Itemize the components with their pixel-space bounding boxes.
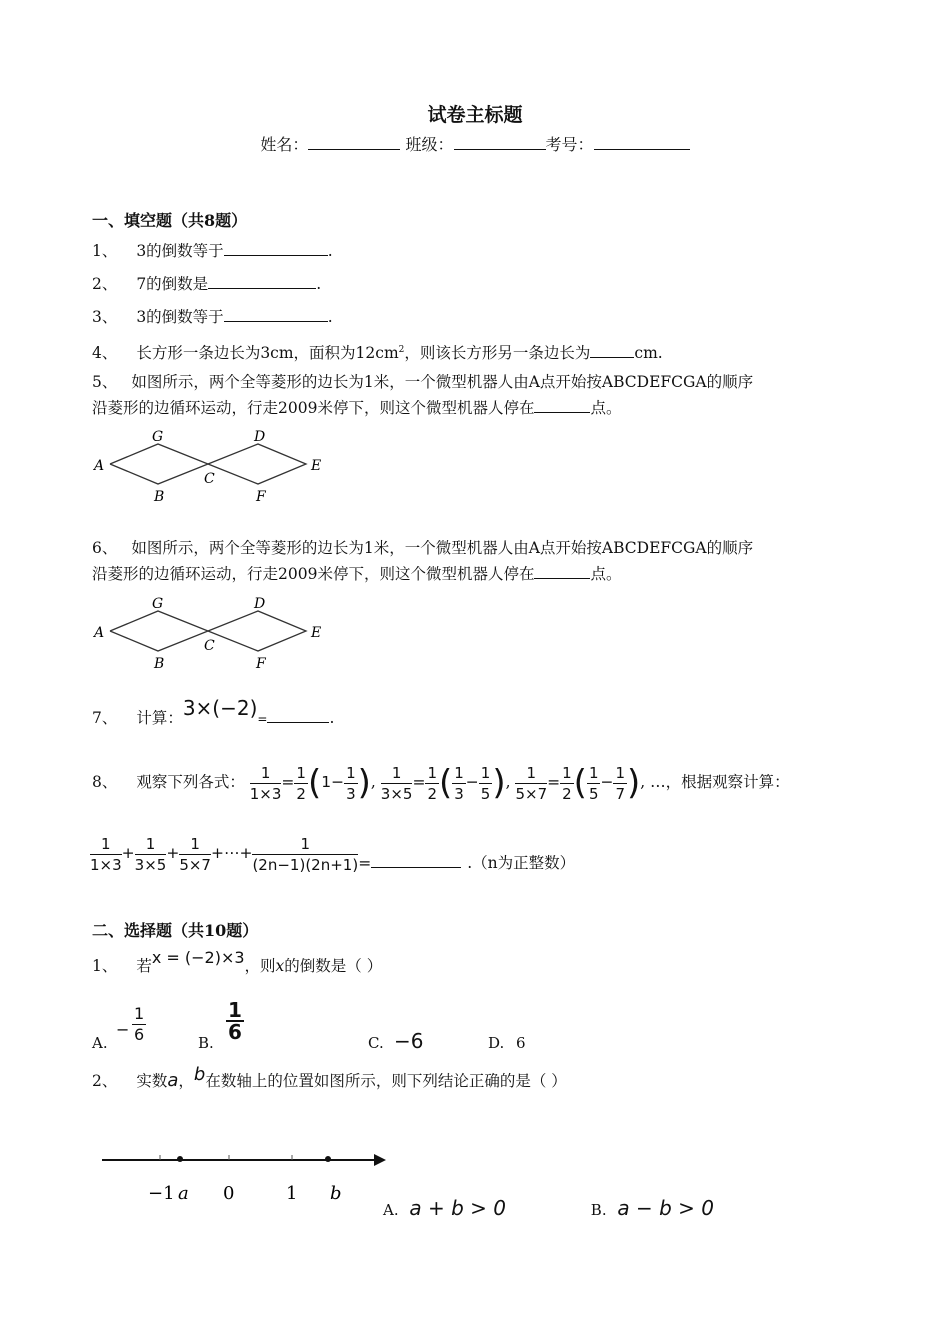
option-c-value: −6 [394, 1029, 424, 1053]
variable-a: a [167, 1070, 179, 1091]
s1-q6 [92, 535, 753, 587]
question-text: 3的倒数等于 [136, 242, 224, 260]
label-C: C [204, 638, 215, 654]
question-text-after: ，根据观察计算： [665, 773, 790, 791]
answer-blank[interactable] [534, 398, 590, 413]
question-end: . [316, 275, 322, 293]
label-a: a [178, 1183, 189, 1204]
answer-blank[interactable] [534, 564, 590, 579]
sum-dots: +⋯+ [210, 844, 253, 862]
answer-blank[interactable] [224, 307, 328, 322]
frac-num: 1 [179, 834, 211, 855]
option-a-expr: a + b > 0 [409, 1196, 507, 1220]
option-d-label[interactable]: D. [488, 1034, 505, 1052]
math-expression: 3×(−2) [182, 696, 258, 720]
question-number: 3、 [92, 308, 118, 326]
frac-den: 5 [588, 784, 599, 803]
question-number: 4、 [92, 344, 118, 363]
observation-eq-3: $\frac{1}{5\times 7}$ = $\frac{1}{2}$ ( $\frac{1}{5}$ − $\frac{1}{7}$ ), [515, 763, 651, 803]
label-b: b [330, 1183, 342, 1204]
variable: x [275, 957, 285, 975]
frac-den: 1×3 [90, 855, 122, 874]
frac-num: 1 [296, 763, 306, 782]
frac-den: 7 [615, 784, 626, 803]
id-label: 考号： [545, 135, 594, 154]
answer-blank[interactable] [208, 274, 316, 289]
question-line2: 沿菱形的边循环运动，行走2009米停下，则这个微型机器人停在 [92, 399, 535, 417]
label-C: C [204, 471, 215, 487]
question-text: 3的倒数等于 [136, 308, 224, 326]
option-a-label[interactable]: A. [383, 1201, 399, 1219]
frac-num: 1 [252, 834, 358, 855]
frac-num: 1 [427, 763, 437, 782]
note: .（n为正整数） [467, 854, 576, 872]
label-one: 1 [286, 1183, 298, 1204]
question-number: 8、 [92, 773, 118, 791]
label-G: G [152, 596, 164, 612]
frac-num: 1 [515, 763, 547, 784]
term: 1 [321, 773, 332, 791]
frac-den: 2 [562, 784, 572, 803]
question-text: 长方形一条边长为3cm，面积为12cm [136, 344, 399, 363]
option-d-value: 6 [516, 1034, 526, 1052]
frac-den: 6 [134, 1025, 145, 1044]
question-text: 实数 [136, 1072, 168, 1090]
question-number: 2、 [92, 1072, 118, 1090]
question-number: 2、 [92, 275, 118, 293]
s1-q8-sum: $\frac{1}{1\times 3}$ + $\frac{1}{3\times 5}$ + $\frac{1}{5\times 7}$ +⋯+ $\frac{1}{(2n-1)(2n+1)}$ = .（n为正整数） [90, 834, 576, 874]
label-G: G [152, 429, 164, 445]
superscript: 2 [398, 345, 405, 355]
question-number: 1、 [92, 242, 118, 260]
math-expression: x = (−2)×3 [151, 948, 245, 967]
option-b-label[interactable]: B. [198, 1034, 214, 1052]
frac-num: 1 [615, 763, 626, 782]
frac-den: 5 [480, 784, 491, 803]
frac-num: 1 [228, 998, 242, 1022]
question-text: 计算： [136, 709, 183, 727]
s1-q1 [92, 238, 333, 264]
section1-header: 一、填空题（共8题） [92, 211, 248, 230]
label-B: B [154, 656, 165, 672]
option-b-expr: a − b > 0 [617, 1196, 714, 1220]
frac-den: (2n−1)(2n+1) [252, 855, 359, 874]
question-text-2: ，则该长方形另一条边长为 [404, 344, 591, 363]
frac-den: 2 [427, 784, 437, 803]
label-minus-one: −1 [148, 1183, 175, 1204]
question-number: 7、 [92, 709, 118, 727]
question-number: 1、 [92, 957, 118, 975]
question-line2: 沿菱形的边循环运动，行走2009米停下，则这个微型机器人停在 [92, 565, 535, 583]
s1-q2 [92, 271, 321, 297]
frac-den: 6 [228, 1020, 242, 1044]
option-b-label[interactable]: B. [590, 1201, 607, 1219]
frac-den: 2 [296, 784, 306, 803]
option-c-label[interactable]: C. [368, 1034, 384, 1052]
question-number: 6、 [92, 539, 118, 557]
frac-den: 3 [454, 784, 464, 803]
label-D: D [254, 596, 266, 612]
answer-blank[interactable] [371, 853, 461, 868]
question-end: . [327, 242, 333, 260]
question-end: . [329, 709, 335, 727]
label-F: F [256, 656, 266, 672]
frac-den: 3×5 [134, 855, 167, 874]
exam-title: 试卷主标题 [427, 104, 523, 126]
s1-q5 [92, 369, 753, 421]
ellipsis: … [650, 773, 666, 791]
s2-q2 [92, 1064, 567, 1094]
frac-num: 1 [250, 763, 282, 784]
rhombus-diagram-2 [90, 595, 340, 675]
question-text: 7的倒数是 [136, 275, 209, 293]
variable-b: b [193, 1064, 206, 1085]
rhombus-left [110, 611, 208, 651]
question-text: 在数轴上的位置如图所示，则下列结论正确的是（ ） [205, 1072, 567, 1090]
label-F: F [256, 489, 266, 505]
question-text: 观察下列各式： [136, 773, 245, 791]
frac-num: 1 [90, 834, 122, 855]
observation-eq-2: $\frac{1}{3\times 5}$ = $\frac{1}{2}$ ( $\frac{1}{3}$ − $\frac{1}{5}$ ), [380, 763, 516, 803]
question-text: 的倒数是（ ） [284, 957, 383, 975]
question-end: 点。 [590, 565, 622, 583]
label-A: A [94, 458, 105, 474]
point-a [177, 1156, 183, 1162]
question-text: ，则 [244, 957, 276, 975]
point-b [325, 1156, 331, 1162]
number-line [96, 1145, 396, 1215]
section2-header: 二、选择题（共10题） [92, 921, 259, 940]
observation-eq-1: $\frac{1}{1\times 3}$ = $\frac{1}{2}$ (1− $\frac{1}{3}$ ), [249, 763, 381, 803]
s1-q8 [92, 758, 790, 807]
frac-num: 1 [562, 763, 572, 782]
label-B: B [154, 489, 165, 505]
question-end: . [327, 308, 333, 326]
id-blank[interactable] [594, 135, 690, 150]
s2-q1 [92, 948, 383, 979]
label-E: E [311, 458, 322, 474]
rhombus-left [110, 444, 208, 484]
frac-num: 1 [134, 1004, 145, 1023]
name-label: 姓名： [260, 135, 309, 154]
question-end: cm. [634, 344, 663, 363]
answer-blank[interactable] [224, 241, 328, 256]
label-E: E [311, 625, 322, 641]
question-number: 5、 [92, 373, 118, 391]
frac-den: 5×7 [179, 855, 211, 874]
rhombus-right [208, 611, 306, 651]
s1-q7 [92, 696, 335, 732]
frac-den: 3×5 [380, 784, 413, 803]
class-blank[interactable] [454, 135, 546, 150]
frac-den: 1×3 [249, 784, 282, 803]
axis-arrow [374, 1154, 386, 1166]
option-a-label[interactable]: A. [92, 1034, 108, 1052]
frac-den: 3 [346, 784, 356, 803]
question-text: 若 [136, 957, 152, 975]
answer-blank[interactable] [267, 708, 329, 723]
frac-num: 1 [346, 763, 356, 782]
equals-sign: = [257, 712, 268, 726]
rhombus-diagram-1 [90, 428, 340, 508]
label-A: A [94, 625, 105, 641]
s1-q3 [92, 304, 333, 330]
frac-num: 1 [381, 763, 413, 784]
comma: ， [178, 1072, 194, 1090]
rhombus-right [208, 444, 306, 484]
student-info-line [0, 132, 950, 155]
frac-den: 5×7 [515, 784, 548, 803]
frac-num: 1 [588, 763, 599, 782]
frac-num: 1 [480, 763, 491, 782]
question-end: 点。 [590, 399, 622, 417]
frac-num: 1 [135, 834, 167, 855]
question-line1: 如图所示，两个全等菱形的边长为1米，一个微型机器人由A点开始按ABCDEFCGA的顺序 [131, 373, 754, 391]
label-D: D [254, 429, 266, 445]
label-zero: 0 [223, 1183, 235, 1204]
question-line1: 如图所示，两个全等菱形的边长为1米，一个微型机器人由A点开始按ABCDEFCGA的顺序 [131, 539, 754, 557]
s1-q4 [92, 337, 663, 366]
s2-q2-options [383, 1196, 714, 1220]
answer-blank[interactable] [590, 343, 634, 358]
class-label: 班级： [405, 135, 454, 154]
minus-sign: − [116, 1020, 130, 1039]
equals-sign: = [358, 854, 372, 872]
frac-num: 1 [454, 763, 464, 782]
name-blank[interactable] [308, 135, 400, 150]
